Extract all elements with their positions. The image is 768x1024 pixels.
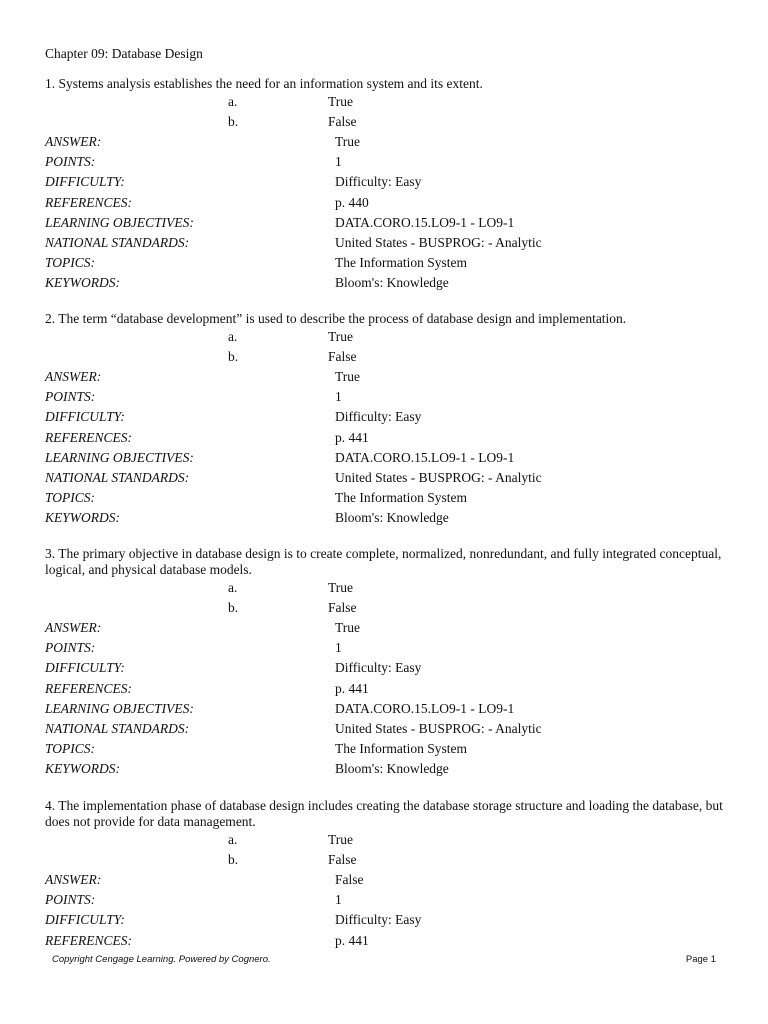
choice-a	[45, 92, 735, 112]
question-text: 3. The primary objective in database design is to create complete, normalized, nonredundant, and fully integrated conceptual, logical, and physical database models.	[45, 546, 722, 577]
learning-objectives-value: DATA.CORO.15.LO9-1 - LO9-1	[335, 449, 515, 465]
references-value: p. 441	[335, 932, 369, 948]
question-2	[45, 311, 735, 529]
keywords-row	[45, 273, 735, 293]
choice-letter: b.	[228, 349, 239, 364]
learning-objectives-value: DATA.CORO.15.LO9-1 - LO9-1	[335, 214, 515, 230]
copyright-text: Copyright Cengage Learning. Powered by Cognero.	[52, 954, 271, 965]
difficulty-label: DIFFICULTY:	[45, 912, 125, 928]
topics-label: TOPICS:	[45, 255, 96, 271]
points-value: 1	[335, 389, 342, 405]
points-label: POINTS:	[45, 892, 96, 908]
references-row	[45, 931, 735, 951]
answer-row	[45, 870, 735, 890]
choice-a	[45, 830, 735, 850]
choice-letter: b.	[228, 600, 239, 615]
choice-value: False	[328, 349, 357, 364]
references-label: REFERENCES:	[45, 680, 132, 696]
points-label: POINTS:	[45, 640, 96, 656]
references-value: p. 441	[335, 429, 369, 445]
answer-label: ANSWER:	[45, 369, 102, 384]
topics-value: The Information System	[335, 741, 467, 757]
keywords-label: KEYWORDS:	[45, 761, 120, 777]
chapter-title: Chapter 09: Database Design	[45, 46, 203, 61]
difficulty-value: Difficulty: Easy	[335, 174, 422, 190]
question-text: 2. The term “database development” is used to describe the process of database design and implementation.	[45, 311, 627, 326]
points-row	[45, 638, 735, 658]
keywords-value: Bloom's: Knowledge	[335, 761, 449, 777]
topics-label: TOPICS:	[45, 741, 96, 757]
answer-value: True	[335, 620, 361, 635]
references-label: REFERENCES:	[45, 932, 132, 948]
points-label: POINTS:	[45, 389, 96, 405]
keywords-label: KEYWORDS:	[45, 510, 120, 526]
learning-objectives-label: LEARNING OBJECTIVES:	[45, 214, 194, 230]
keywords-value: Bloom's: Knowledge	[335, 275, 449, 291]
choice-value: False	[328, 600, 357, 615]
references-value: p. 441	[335, 680, 369, 696]
question-text: 4. The implementation phase of database design includes creating the database storage structure and loading the database, but does not provide for data management.	[45, 798, 723, 829]
difficulty-row	[45, 910, 735, 930]
references-row	[45, 428, 735, 448]
learning-objectives-label: LEARNING OBJECTIVES:	[45, 449, 194, 465]
learning-objectives-label: LEARNING OBJECTIVES:	[45, 700, 194, 716]
difficulty-label: DIFFICULTY:	[45, 174, 125, 190]
keywords-row	[45, 759, 735, 779]
choice-letter: a.	[228, 580, 238, 595]
choice-letter: b.	[228, 852, 239, 867]
difficulty-row	[45, 658, 735, 678]
national-standards-row	[45, 719, 735, 739]
learning-objectives-value: DATA.CORO.15.LO9-1 - LO9-1	[335, 700, 515, 716]
references-row	[45, 679, 735, 699]
difficulty-row	[45, 172, 735, 192]
keywords-value: Bloom's: Knowledge	[335, 510, 449, 526]
choice-letter: a.	[228, 94, 238, 109]
learning-objectives-row	[45, 213, 735, 233]
points-row	[45, 152, 735, 172]
choice-letter: b.	[228, 114, 239, 129]
choice-value: False	[328, 852, 357, 867]
topics-label: TOPICS:	[45, 490, 96, 506]
national-standards-label: NATIONAL STANDARDS:	[45, 234, 190, 250]
choice-b	[45, 850, 735, 870]
difficulty-value: Difficulty: Easy	[335, 660, 422, 676]
learning-objectives-row	[45, 448, 735, 468]
page-number: Page 1	[685, 954, 716, 965]
references-row	[45, 193, 735, 213]
choice-value: True	[328, 580, 354, 595]
difficulty-value: Difficulty: Easy	[335, 409, 422, 425]
points-value: 1	[335, 154, 342, 170]
choice-b	[45, 347, 735, 367]
difficulty-row	[45, 407, 735, 427]
references-label: REFERENCES:	[45, 194, 132, 210]
choice-b	[45, 598, 735, 618]
question-1	[45, 76, 735, 294]
choice-value: True	[328, 94, 354, 109]
answer-label: ANSWER:	[45, 134, 102, 149]
national-standards-row	[45, 468, 735, 488]
difficulty-label: DIFFICULTY:	[45, 660, 125, 676]
national-standards-row	[45, 233, 735, 253]
topics-row	[45, 253, 735, 273]
choice-a	[45, 578, 735, 598]
answer-value: False	[335, 872, 364, 887]
answer-label: ANSWER:	[45, 620, 102, 635]
answer-label: ANSWER:	[45, 872, 102, 887]
topics-row	[45, 739, 735, 759]
national-standards-value: United States - BUSPROG: - Analytic	[335, 234, 542, 250]
choice-b	[45, 112, 735, 132]
question-4	[45, 798, 735, 951]
points-label: POINTS:	[45, 154, 96, 170]
national-standards-label: NATIONAL STANDARDS:	[45, 720, 190, 736]
keywords-label: KEYWORDS:	[45, 275, 120, 291]
points-row	[45, 890, 735, 910]
answer-value: True	[335, 134, 361, 149]
keywords-row	[45, 508, 735, 528]
choice-value: True	[328, 329, 354, 344]
references-label: REFERENCES:	[45, 429, 132, 445]
topics-row	[45, 488, 735, 508]
difficulty-value: Difficulty: Easy	[335, 912, 422, 928]
answer-row	[45, 618, 735, 638]
choice-value: False	[328, 114, 357, 129]
answer-value: True	[335, 369, 361, 384]
national-standards-label: NATIONAL STANDARDS:	[45, 469, 190, 485]
references-value: p. 440	[335, 194, 369, 210]
difficulty-label: DIFFICULTY:	[45, 409, 125, 425]
choice-letter: a.	[228, 329, 238, 344]
topics-value: The Information System	[335, 255, 467, 271]
page-footer	[52, 953, 716, 967]
answer-row	[45, 132, 735, 152]
topics-value: The Information System	[335, 490, 467, 506]
points-value: 1	[335, 892, 342, 908]
question-text: 1. Systems analysis establishes the need for an information system and its extent.	[45, 76, 483, 91]
points-row	[45, 387, 735, 407]
national-standards-value: United States - BUSPROG: - Analytic	[335, 469, 542, 485]
question-3	[45, 546, 735, 780]
national-standards-value: United States - BUSPROG: - Analytic	[335, 720, 542, 736]
choice-letter: a.	[228, 832, 238, 847]
learning-objectives-row	[45, 699, 735, 719]
choice-a	[45, 327, 735, 347]
answer-row	[45, 367, 735, 387]
points-value: 1	[335, 640, 342, 656]
choice-value: True	[328, 832, 354, 847]
